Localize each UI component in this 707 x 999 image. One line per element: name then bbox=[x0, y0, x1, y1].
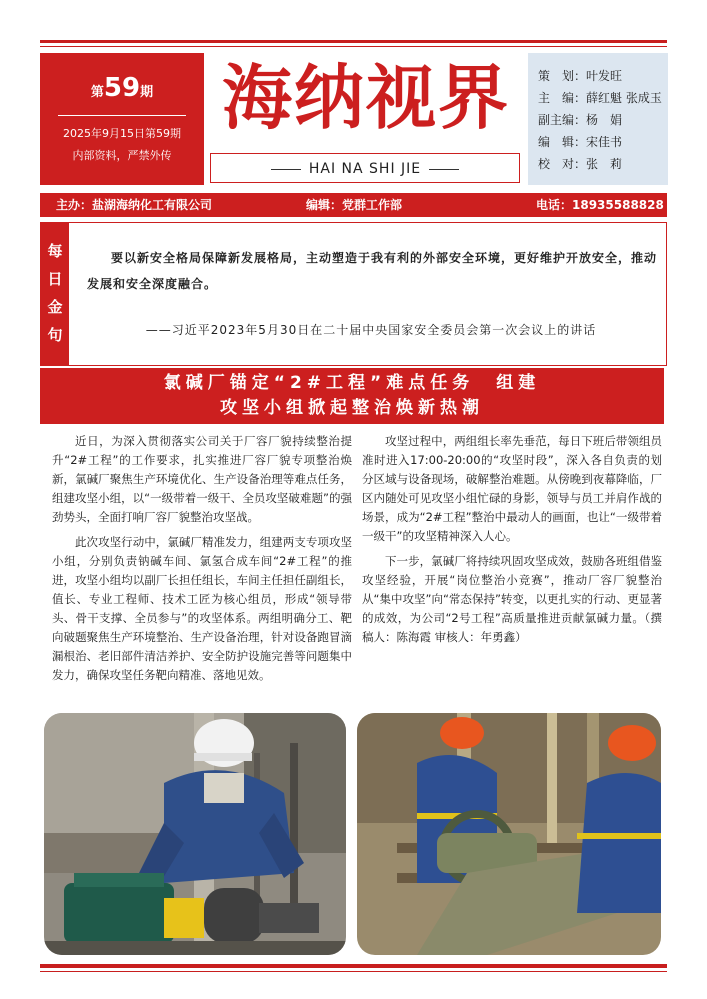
paragraph: 此次攻坚行动中，氯碱厂精准发力，组建两支专项攻坚小组，分别负责钠碱车间、氯氢合成车间“2#工程”的推进，攻坚小组均以副厂长担任组长，车间主任担任副组长，值长、专业工程师、技术工匠为核心组员，形成“领导带头、骨干支撑、全员参与”的攻坚体系。两组明确分工、靶向破题聚焦生产环境整治、生产设备治理，针对设备跑冒滴漏根治、老旧部件清洁养护、安全防护设施完善等问题集中发力，确保攻坚任务靶向精准、落地见效。 bbox=[52, 535, 352, 682]
staff-role: 校 对： bbox=[538, 157, 587, 171]
label-char: 日 bbox=[47, 270, 63, 288]
dash-left bbox=[271, 169, 301, 170]
paragraph: 攻坚过程中，两组组长率先垂范，每日下班后带领组员准时进入17:00-20:00的“攻坚时段”，深入各自负责的划分区域与设备现场，破解整治难题。从傍晚到夜幕降临，厂区内随处可见攻坚小组忙碌的身影，领导与员工并肩作战的场景，成为“2#工程”整治中最动人的画面，也让“一级带着一级干”的攻坚精神深入人心。 bbox=[362, 434, 662, 543]
phone-number: 电话：18935588828 bbox=[536, 198, 664, 212]
internal-note: 内部资料，严禁外传 bbox=[72, 149, 172, 162]
daily-quote-text: 要以新安全格局保障新发展格局，主动塑造于我有利的外部安全环境，更好维护开放安全，推动发展和安全深度融合。 bbox=[87, 251, 658, 291]
label-char: 每 bbox=[47, 242, 63, 260]
photo-worker-pump-illustration bbox=[44, 713, 346, 955]
editor-dept: 编辑：党群工作部 bbox=[306, 198, 403, 212]
staff-role: 副主编： bbox=[538, 113, 587, 127]
staff-row bbox=[538, 131, 668, 153]
issue-date: 2025年9月15日第59期 bbox=[63, 127, 181, 140]
staff-row bbox=[538, 153, 668, 175]
masthead-pinyin-box bbox=[210, 153, 520, 183]
issue-number bbox=[40, 73, 204, 103]
masthead-pinyin: HAI NA SHI JIE bbox=[308, 161, 422, 177]
photo-workers-valve bbox=[357, 713, 661, 955]
paragraph: 下一步，氯碱厂将持续巩固攻坚成效，鼓励各班组借鉴攻坚经验，开展“岗位整治小竞赛”，推动厂容厂貌整治从“集中攻坚”向“常态保持”转变，以更扎实的行动、更显著的成效，为公司“2号工程”高质量推进贡献氯碱力量。（撰稿人：陈海霞 审核人：年勇鑫） bbox=[362, 554, 662, 644]
staff-row bbox=[538, 87, 668, 109]
staff-role: 编 辑： bbox=[538, 135, 587, 149]
staff-name: 张 莉 bbox=[586, 157, 623, 171]
dash-right bbox=[429, 169, 459, 170]
issue-box bbox=[40, 53, 204, 185]
staff-name: 薛红魁 张成玉 bbox=[586, 91, 662, 105]
article-headline bbox=[40, 368, 664, 424]
bottom-rule-thick bbox=[40, 964, 667, 968]
label-char: 金 bbox=[47, 298, 63, 316]
headline-line-1: 氯碱厂锚定“2#工程”难点任务 组建 bbox=[163, 373, 541, 393]
issue-divider bbox=[58, 115, 186, 116]
info-bar bbox=[40, 193, 667, 217]
label-char: 句 bbox=[47, 326, 63, 344]
staff-name: 宋佳书 bbox=[586, 135, 623, 149]
issue-prefix: 第 bbox=[90, 85, 104, 100]
issue-number-value: 59 bbox=[103, 73, 141, 103]
article-column-left bbox=[52, 432, 352, 691]
bottom-rule-thin bbox=[40, 971, 667, 972]
article-column-right bbox=[362, 432, 662, 653]
staff-box bbox=[528, 53, 668, 185]
masthead-title: 海纳视界 bbox=[222, 57, 510, 139]
headline-line-2: 攻坚小组掀起整治焕新热潮 bbox=[220, 398, 484, 418]
daily-quote-source: ——习近平2023年5月30日在二十届中央国家安全委员会第一次会议上的讲话 bbox=[145, 323, 597, 337]
staff-name: 叶发旺 bbox=[586, 69, 623, 83]
top-rule-thin bbox=[40, 46, 667, 47]
host-org: 主办：盐湖海纳化工有限公司 bbox=[56, 198, 213, 212]
staff-row bbox=[538, 65, 668, 87]
staff-name: 杨 娟 bbox=[586, 113, 623, 127]
daily-quote-label bbox=[41, 223, 69, 365]
photo-worker-pump bbox=[44, 713, 346, 955]
staff-row bbox=[538, 109, 668, 131]
daily-quote-box bbox=[40, 222, 667, 366]
paragraph: 近日，为深入贯彻落实公司关于厂容厂貌持续整治提升“2#工程”的工作要求，扎实推进厂容厂貌专项整治焕新，氯碱厂聚焦生产环境优化、生产设备治理等难点任务，组建攻坚小组，以“一级带着一级干、全员攻坚破难题”的强劲势头，全面打响厂容厂貌整治攻坚战。 bbox=[52, 434, 352, 524]
staff-role: 主 编： bbox=[538, 91, 587, 105]
staff-role: 策 划： bbox=[538, 69, 587, 83]
photo-workers-valve-illustration bbox=[357, 713, 661, 955]
issue-suffix: 期 bbox=[140, 85, 154, 100]
top-rule-thick bbox=[40, 40, 667, 43]
